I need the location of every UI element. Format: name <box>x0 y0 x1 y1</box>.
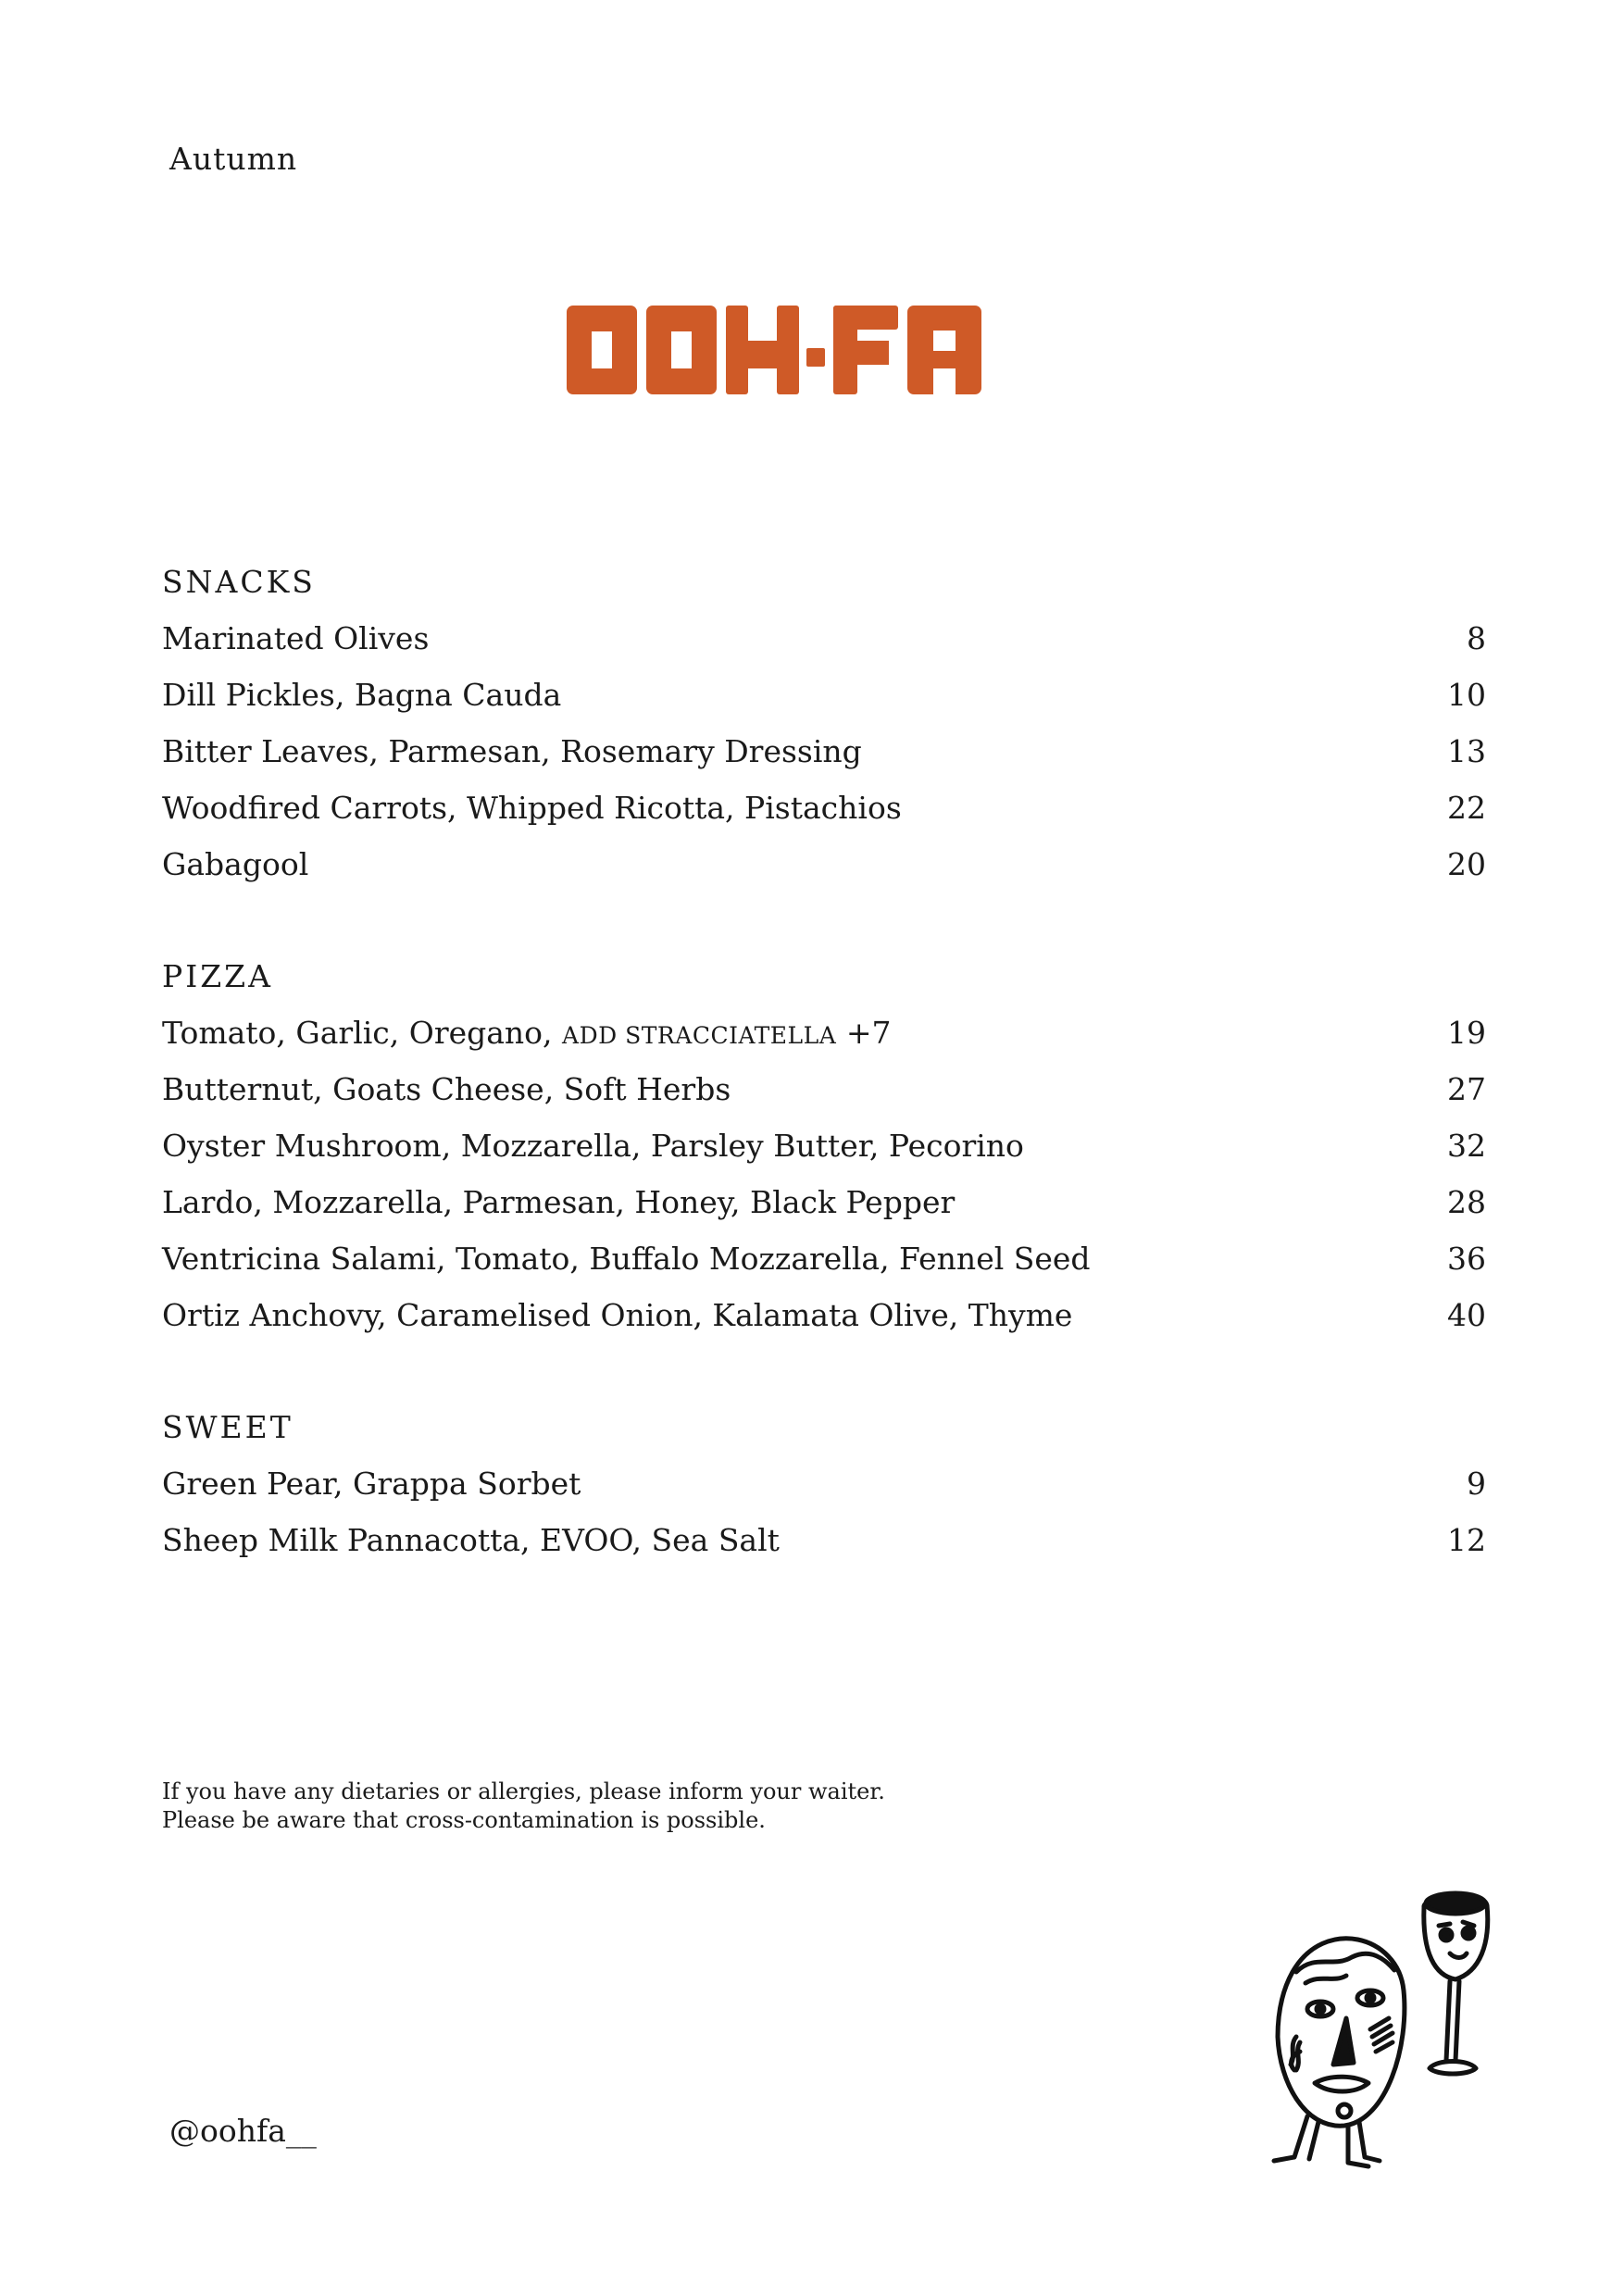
item-name: Dill Pickles, Bagna Cauda <box>162 677 562 713</box>
item-name: Ortiz Anchovy, Caramelised Onion, Kalamata Olive, Thyme <box>162 1297 1073 1333</box>
section-title: SNACKS <box>162 564 316 600</box>
item-price: 10 <box>1447 677 1486 713</box>
item-name-text: Tomato, Garlic, Oregano, <box>162 1015 553 1051</box>
menu-item <box>162 618 1486 674</box>
item-name: Green Pear, Grappa Sorbet <box>162 1466 581 1502</box>
item-price: 40 <box>1447 1297 1486 1333</box>
item-name <box>162 1012 891 1057</box>
item-name: Butternut, Goats Cheese, Soft Herbs <box>162 1071 731 1107</box>
menu-item <box>162 1068 1486 1125</box>
item-addon: ADD STRACCIATELLA <box>562 1022 837 1049</box>
item-price: 9 <box>1467 1466 1486 1502</box>
section-pizza <box>162 955 1486 1351</box>
menu-item <box>162 1519 1486 1576</box>
item-price: 28 <box>1447 1184 1486 1220</box>
item-price: 19 <box>1447 1015 1486 1051</box>
item-price: 8 <box>1467 620 1486 656</box>
item-name: Gabagool <box>162 846 309 882</box>
notice-line: Please be aware that cross-contamination is possible. <box>162 1807 766 1833</box>
item-name: Bitter Leaves, Parmesan, Rosemary Dressing <box>162 733 862 769</box>
section-title: SWEET <box>162 1409 294 1445</box>
menu-item <box>162 1125 1486 1181</box>
section-snacks <box>162 561 1486 900</box>
notice-line: If you have any dietaries or allergies, please inform your waiter. <box>162 1778 885 1804</box>
menu-item <box>162 787 1486 843</box>
menu-item <box>162 674 1486 730</box>
item-name: Woodfired Carrots, Whipped Ricotta, Pistachios <box>162 790 902 826</box>
menu-item <box>162 1012 1486 1068</box>
menu-item <box>162 843 1486 900</box>
item-price: 32 <box>1447 1128 1486 1164</box>
item-addon-price: +7 <box>845 1015 892 1051</box>
menu-item <box>162 1181 1486 1238</box>
item-price: 13 <box>1447 733 1486 769</box>
menu-item <box>162 1238 1486 1294</box>
menu-item <box>162 1463 1486 1519</box>
item-price: 27 <box>1447 1071 1486 1107</box>
item-name: Oyster Mushroom, Mozzarella, Parsley Butter, Pecorino <box>162 1128 1024 1164</box>
item-name: Lardo, Mozzarella, Parmesan, Honey, Black Pepper <box>162 1184 956 1220</box>
season-label: Autumn <box>169 141 298 177</box>
item-price: 20 <box>1447 846 1486 882</box>
menu-item <box>162 730 1486 787</box>
pizza-and-wine-glass-mascot-icon <box>1241 1879 1537 2194</box>
section-title: PIZZA <box>162 958 273 994</box>
menu-item <box>162 1294 1486 1351</box>
item-price: 22 <box>1447 790 1486 826</box>
allergy-notice <box>162 1778 885 1835</box>
item-name: Sheep Milk Pannacotta, EVOO, Sea Salt <box>162 1522 780 1558</box>
item-name: Marinated Olives <box>162 620 430 656</box>
oohfa-logo-icon <box>567 306 981 394</box>
menu <box>162 561 1486 1631</box>
item-price: 12 <box>1447 1522 1486 1558</box>
item-price: 36 <box>1447 1241 1486 1277</box>
section-sweet <box>162 1406 1486 1576</box>
item-name: Ventricina Salami, Tomato, Buffalo Mozzarella, Fennel Seed <box>162 1241 1091 1277</box>
social-handle: @oohfa__ <box>169 2113 317 2149</box>
